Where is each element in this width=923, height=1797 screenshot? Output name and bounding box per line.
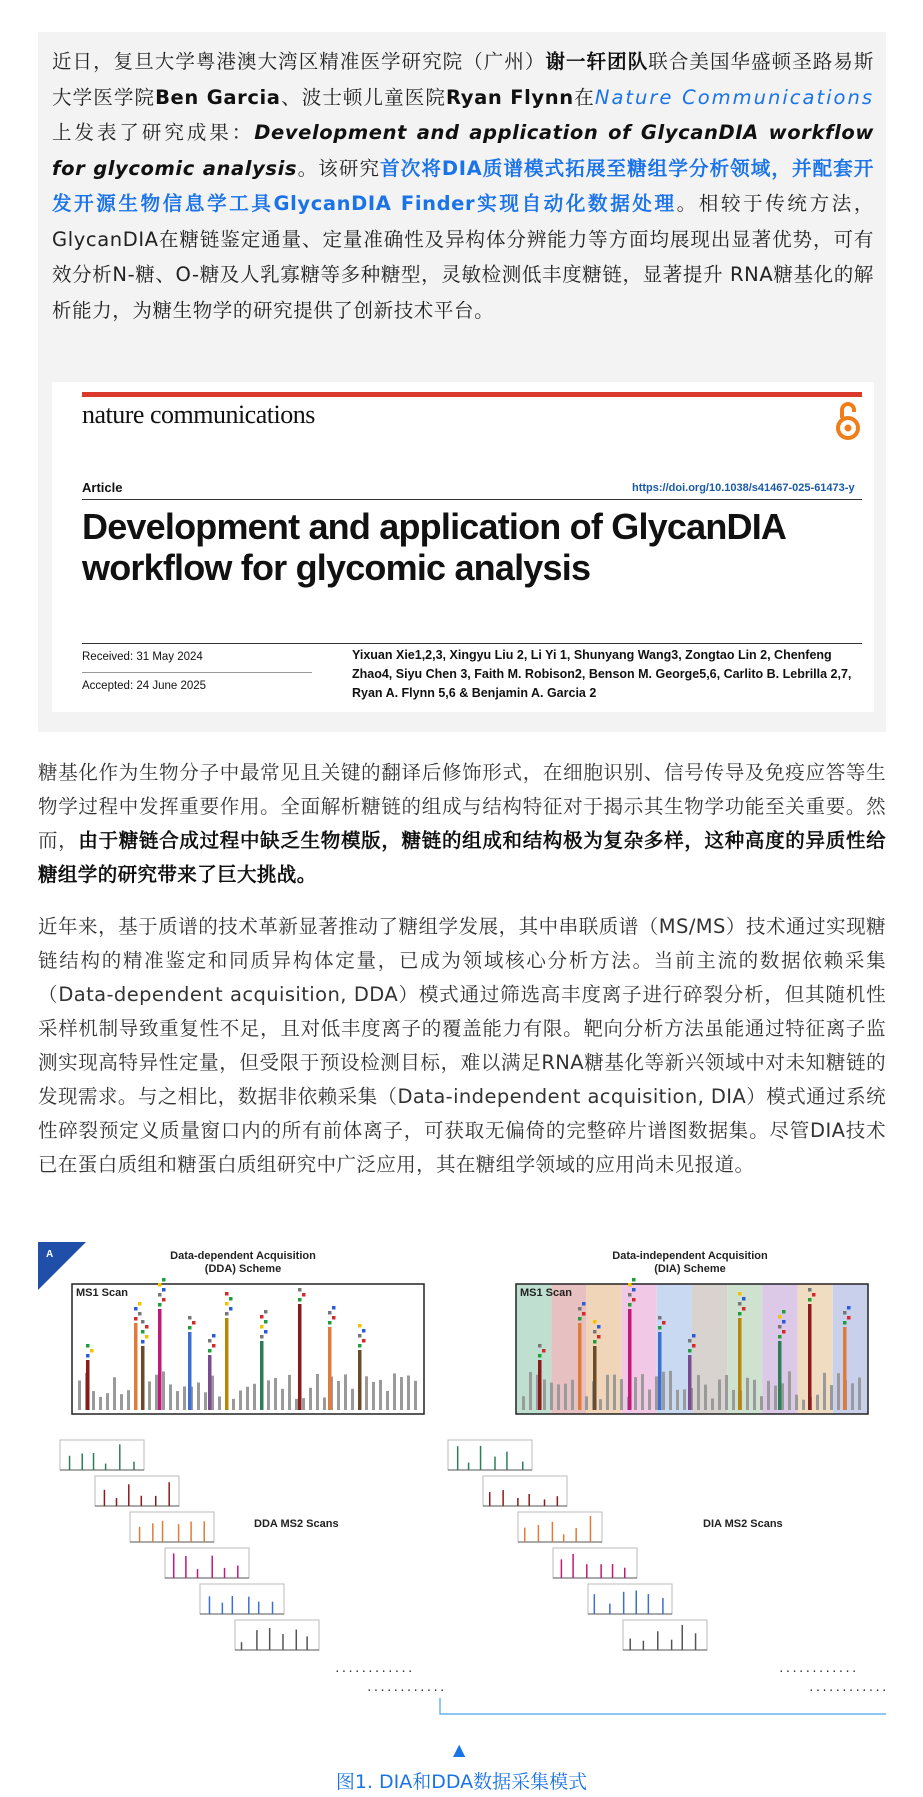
ms1-peak (400, 1377, 403, 1410)
ms1-peak (316, 1374, 319, 1410)
ms1-peak-selected (358, 1350, 362, 1410)
intro-summary-box (38, 32, 886, 732)
glycan-symbol (208, 1339, 212, 1343)
ms1-peak-selected (208, 1355, 212, 1410)
accepted-date: Accepted: 24 June 2025 (82, 680, 207, 692)
glycan-symbol (692, 1344, 696, 1348)
ms1-peak (162, 1371, 165, 1410)
glycan-symbol (358, 1334, 362, 1338)
ms1-peak (837, 1373, 840, 1410)
glycan-symbol (158, 1283, 162, 1287)
ms1-peak (634, 1377, 637, 1410)
dia-window (586, 1284, 621, 1414)
glycan-symbol (145, 1335, 149, 1339)
ms1-peak (78, 1381, 81, 1410)
ms2-spectrum-frame (130, 1512, 214, 1542)
ms1-peak (204, 1392, 207, 1410)
ms1-peak (760, 1396, 763, 1410)
glycan-symbol (658, 1316, 662, 1320)
key-finding-highlight: 首次将DIA质谱模式拓展至糖组学分析领域，并配套开发开源生物信息学工具GlycanDIA Finder实现自动化数据处理 (52, 156, 874, 215)
glycan-symbol (738, 1302, 742, 1306)
dda-more-dots-1: ............ (334, 1662, 414, 1675)
glycan-symbol (843, 1311, 847, 1315)
divider (82, 643, 862, 644)
method-paragraph: 近年来，基于质谱的技术革新显著推动了糖组学发展，其中串联质谱（MS/MS）技术通过实现糖链结构的精准鉴定和同质异构体定量，已成为领域核心分析方法。当前主流的数据依赖采集（Data-dependent acquisition, DDA）模式通过筛选高丰度离子进行碎裂分析，但其随机性采样机制导致重复性不足，且对低丰度离子的覆盖能力有限。靶向分析方法虽能通过特征离子监测实现高特异性定量，但受限于预设检测目标，难以满足RNA糖基化等新兴领域中对未知糖链的发现需求。与之相比，数据非依赖采集（Data-independent acquisition, DIA）模式通过系统性碎裂预定义质量窗口内的所有前体离子，可获取无偏倚的完整碎片谱图数据集。尽管DIA技术已在蛋白质组和糖蛋白质组研究中广泛应用，其在糖组学领域的应用尚未见报道。 (38, 915, 886, 1176)
glycan-symbol (538, 1344, 542, 1348)
ms1-peak (725, 1375, 728, 1410)
ms1-peak (718, 1380, 721, 1410)
ms1-peak (613, 1375, 616, 1410)
ms1-peak (823, 1373, 826, 1410)
ms1-peak (323, 1397, 326, 1410)
glycan-symbol (332, 1316, 336, 1320)
ms1-peak (830, 1385, 833, 1410)
glycan-symbol (738, 1292, 742, 1296)
caption-bracket (440, 1698, 886, 1714)
dia-title: Data-independent Acquisition (612, 1250, 768, 1262)
glycan-symbol (328, 1321, 332, 1325)
glycan-symbol (692, 1334, 696, 1338)
glycan-symbol (158, 1293, 162, 1297)
glycan-symbol (141, 1320, 145, 1324)
glycan-symbol (90, 1349, 94, 1353)
ms1-peak (183, 1386, 186, 1410)
dia-ms1-label: MS1 Scan (520, 1287, 572, 1299)
ms2-spectrum-frame (165, 1548, 249, 1578)
ms1-peak (571, 1380, 574, 1410)
glycan-symbol (141, 1340, 145, 1344)
paper-title-inline: Development and application of GlycanDIA workflow for glycomic analysis (52, 121, 874, 180)
glycan-symbol (260, 1335, 264, 1339)
glycan-symbol (162, 1298, 166, 1302)
ms1-peak (92, 1391, 95, 1410)
ms1-peak-selected (778, 1341, 782, 1410)
glycan-symbol (362, 1329, 366, 1333)
ms1-peak (599, 1399, 602, 1410)
ms1-peak-selected (808, 1304, 812, 1410)
ms1-peak-selected (593, 1346, 597, 1410)
author-garcia: Ben Garcia (155, 85, 281, 109)
glycan-symbol (332, 1306, 336, 1310)
glycan-symbol (632, 1278, 636, 1282)
intro-paragraph: 近日，复旦大学粤港澳大湾区精准医学研究院（广州）谢一轩团队联合美国华盛顿圣路易斯大学医学院Ben Garcia、波士顿儿童医院Ryan Flynn在Nature Communications上发表了研究成果：Development and application of GlycanDIA workflow for glycomic analysis。该研究首次将DIA质谱模式拓展至糖组学分析领域，并配套开发开源生物信息学工具GlycanDIA Finder实现自动化数据处理。相较于传统方法，GlycanDIA在糖链鉴定通量、定量准确性及异构体分辨能力等方面均展现出显著优势，可有效分析N-糖、O-糖及人乳寡糖等多种糖型，灵敏检测低丰度糖链，显著提升 RNA糖基化的解析能力，为糖生物学的研究提供了创新技术平台。 (52, 50, 874, 322)
ms1-peak-selected (658, 1332, 662, 1410)
divider (82, 672, 312, 673)
glycan-symbol (298, 1298, 302, 1302)
dia-more-dots-2: ............ (808, 1681, 886, 1694)
ms1-peak (295, 1399, 298, 1410)
glycan-symbol (778, 1335, 782, 1339)
ms1-peak (669, 1371, 672, 1410)
glycan-symbol (688, 1349, 692, 1353)
ms1-peak (557, 1384, 560, 1410)
glycan-symbol (264, 1330, 268, 1334)
glycan-symbol (188, 1326, 192, 1330)
ms1-peak (732, 1390, 735, 1410)
ms1-peak (648, 1390, 651, 1410)
glycan-symbol (593, 1320, 597, 1324)
ms1-peak-selected (328, 1327, 332, 1410)
ms1-peak (253, 1384, 256, 1410)
dda-ms2-label: DDA MS2 Scans (254, 1518, 339, 1530)
glycan-symbol (843, 1321, 847, 1325)
ms1-peak (246, 1387, 249, 1410)
ms1-peak (641, 1374, 644, 1410)
ms1-peak (606, 1375, 609, 1410)
panel-label: A (46, 1249, 54, 1260)
ms1-peak-selected (134, 1323, 138, 1410)
ms1-peak (302, 1398, 305, 1410)
background-paragraph: 糖基化作为生物分子中最常见且关键的翻译后修饰形式，在细胞识别、信号传导及免疫应答等生物学过程中发挥重要作用。全面解析糖链的组成与结构特征对于揭示其生物学功能至关重要。然而，由于糖链合成过程中缺乏生物模版，糖链的组成和结构极为复杂多样，这种高度的异质性给糖组学的研究带来了巨大挑战。 (38, 761, 886, 886)
glycan-symbol (782, 1320, 786, 1324)
glycan-symbol (141, 1330, 145, 1334)
glycan-symbol (302, 1293, 306, 1297)
glycan-symbol (328, 1311, 332, 1315)
glycan-symbol (158, 1303, 162, 1307)
glycan-symbol (208, 1349, 212, 1353)
glycan-symbol (628, 1303, 632, 1307)
caption-marker: ▲ (453, 1740, 466, 1759)
glycan-symbol (742, 1297, 746, 1301)
glycan-symbol (264, 1310, 268, 1314)
glycan-symbol (134, 1317, 138, 1321)
glycan-symbol (582, 1312, 586, 1316)
ms1-peak (620, 1379, 623, 1410)
ms1-peak (529, 1372, 532, 1410)
glycan-symbol (778, 1315, 782, 1319)
glycan-symbol (578, 1317, 582, 1321)
glycan-symbol (229, 1307, 233, 1311)
dda-subtitle: (DDA) Scheme (204, 1263, 282, 1275)
ms1-peak (746, 1378, 749, 1410)
divider (82, 499, 862, 500)
ms1-peak (99, 1397, 102, 1410)
glycan-symbol (628, 1293, 632, 1297)
ms1-peak (218, 1396, 221, 1410)
glycan-symbol (847, 1306, 851, 1310)
glycan-symbol (162, 1288, 166, 1292)
ms1-peak-selected (843, 1327, 847, 1410)
glycan-symbol (86, 1354, 90, 1358)
dia-window (622, 1284, 657, 1414)
dda-ms1-label: MS1 Scan (76, 1287, 128, 1299)
journal-color-bar (82, 392, 862, 397)
ms1-peak (372, 1382, 375, 1410)
ms2-spectrum-frame (60, 1440, 144, 1470)
ms1-peak (816, 1395, 819, 1410)
glycan-symbol (264, 1320, 268, 1324)
glycan-symbol (812, 1293, 816, 1297)
glycan-symbol (145, 1325, 149, 1329)
ms1-peak (704, 1385, 707, 1410)
ms1-peak (281, 1389, 284, 1410)
ms1-peak (683, 1389, 686, 1410)
glycan-symbol (808, 1288, 812, 1292)
ms1-peak (851, 1383, 854, 1410)
figure-caption: 图1. DIA和DDA数据采集模式 (335, 1771, 588, 1793)
glycan-symbol (782, 1310, 786, 1314)
ms1-peak (113, 1377, 116, 1410)
glycan-symbol (688, 1339, 692, 1343)
glycan-symbol (742, 1307, 746, 1311)
glycan-symbol (298, 1288, 302, 1292)
ms1-peak (155, 1375, 158, 1410)
glycan-symbol (808, 1298, 812, 1302)
ms1-peak-selected (578, 1323, 582, 1410)
ms1-peak (711, 1399, 714, 1410)
ms1-peak (676, 1390, 679, 1410)
glycan-symbol (212, 1334, 216, 1338)
ms2-spectrum-frame (448, 1440, 532, 1470)
glycan-symbol (358, 1344, 362, 1348)
ms1-peak-selected (538, 1360, 542, 1410)
glycan-symbol (582, 1302, 586, 1306)
glycan-symbol (225, 1312, 229, 1316)
glycan-symbol (162, 1278, 166, 1282)
ms1-peak (585, 1396, 588, 1410)
received-date: Received: 31 May 2024 (82, 651, 203, 663)
ms1-peak-selected (738, 1318, 742, 1410)
ms1-peak (365, 1376, 368, 1410)
ms1-peak (120, 1394, 123, 1410)
ms1-peak (351, 1389, 354, 1410)
ms1-peak (106, 1393, 109, 1410)
ms1-peak (176, 1391, 179, 1410)
ms1-peak (697, 1375, 700, 1410)
glycan-symbol (225, 1302, 229, 1306)
ms1-peak (288, 1375, 291, 1410)
glycan-symbol (138, 1312, 142, 1316)
ms1-peak (267, 1380, 270, 1410)
article-title: Development and application of GlycanDIA workflow for glycomic analysis (82, 506, 785, 588)
glycan-symbol (658, 1326, 662, 1330)
ms1-peak (232, 1399, 235, 1410)
glycan-symbol (778, 1325, 782, 1329)
glycan-symbol (212, 1344, 216, 1348)
glycan-symbol (134, 1307, 138, 1311)
ms1-peak (127, 1390, 130, 1410)
ms1-peak-selected (141, 1346, 145, 1410)
ms1-peak-selected (86, 1360, 90, 1410)
dda-title: Data-dependent Acquisition (170, 1250, 316, 1262)
glycan-symbol (225, 1292, 229, 1296)
glycan-symbol (847, 1316, 851, 1320)
ms1-peak (774, 1386, 777, 1410)
glycan-symbol (597, 1325, 601, 1329)
glycan-symbol (260, 1325, 264, 1329)
glycan-symbol (632, 1288, 636, 1292)
ms1-peak (393, 1373, 396, 1410)
ms1-peak (564, 1384, 567, 1410)
ms1-peak-selected (260, 1341, 264, 1410)
figure-image (38, 1242, 886, 1732)
glycan-symbol (192, 1321, 196, 1325)
author-flynn: Ryan Flynn (446, 85, 574, 109)
dda-ms2-cascade (60, 1440, 319, 1650)
ms1-peak (543, 1379, 546, 1410)
ms1-peak (274, 1378, 277, 1410)
glycan-symbol (597, 1335, 601, 1339)
open-access-icon (834, 400, 862, 442)
glycan-symbol (188, 1316, 192, 1320)
ms1-peak (169, 1384, 172, 1410)
dda-more-dots-2: ............ (366, 1681, 446, 1694)
ms2-spectrum-frame (483, 1476, 567, 1506)
ms1-peak (197, 1382, 200, 1410)
dia-ms2-cascade (448, 1440, 707, 1650)
glycan-symbol (662, 1321, 666, 1325)
glycan-symbol (362, 1339, 366, 1343)
dia-more-dots-1: ............ (778, 1662, 858, 1675)
ms1-peak-selected (298, 1304, 302, 1410)
ms1-peak (344, 1374, 347, 1410)
ms1-peak (379, 1380, 382, 1410)
ms2-spectrum-frame (623, 1620, 707, 1650)
doi-link[interactable]: https://doi.org/10.1038/s41467-025-61473-y (632, 482, 855, 494)
journal-link[interactable]: Nature Communications (594, 85, 874, 109)
glycan-symbol (782, 1330, 786, 1334)
ms1-peak (148, 1381, 151, 1410)
glycan-symbol (260, 1315, 264, 1319)
glycan-symbol (138, 1302, 142, 1306)
ms1-peak (337, 1381, 340, 1410)
glycan-symbol (593, 1340, 597, 1344)
ms2-spectrum-frame (95, 1476, 179, 1506)
ms1-peak-selected (188, 1332, 192, 1410)
author-list: Yixuan Xie1,2,3, Xingyu Liu 2, Li Yi 1, Shunyang Wang3, Zongtao Lin 2, Chenfeng Zhao4, Siyu Chen 3, Faith M. Robison2, Benson M. George5,6, Carlito B. Lebrilla 2,7, Ryan A. Flynn 5,6 & Benjamin A. Garcia 2 (352, 648, 852, 700)
article-header-image (52, 382, 874, 712)
ms1-peak (655, 1376, 658, 1410)
ms1-peak (767, 1381, 770, 1410)
ms1-peak-selected (225, 1318, 229, 1410)
glycan-symbol (578, 1307, 582, 1311)
ms1-peak-selected (628, 1309, 632, 1410)
ms2-spectrum-frame (200, 1584, 284, 1614)
ms1-peak (795, 1395, 798, 1410)
figure-dda-dia (38, 1242, 886, 1732)
ms1-peak (414, 1381, 417, 1410)
ms1-peak-selected (688, 1355, 692, 1410)
glycan-symbol (628, 1283, 632, 1287)
glycan-symbol (632, 1298, 636, 1302)
journal-logo: nature communications (82, 400, 315, 429)
ms1-peak (309, 1388, 312, 1410)
ms1-peak (802, 1400, 805, 1410)
article-type-label: Article (82, 480, 123, 495)
glycan-symbol (538, 1354, 542, 1358)
ms1-peak (753, 1380, 756, 1410)
challenge-highlight: 由于糖链合成过程中缺乏生物模版，糖链的组成和结构极为复杂多样，这种高度的异质性给糖组学的研究带来了巨大挑战。 (38, 829, 886, 886)
dia-ms2-label: DIA MS2 Scans (703, 1518, 783, 1530)
ms1-peak (858, 1378, 861, 1410)
ms1-peak (662, 1372, 665, 1410)
ms1-peak (239, 1391, 242, 1410)
ms2-spectrum-frame (518, 1512, 602, 1542)
glycan-symbol (542, 1349, 546, 1353)
glycan-symbol (593, 1330, 597, 1334)
dia-window (798, 1284, 833, 1414)
glycan-symbol (86, 1344, 90, 1348)
glycan-symbol (358, 1324, 362, 1328)
glycan-symbol (738, 1312, 742, 1316)
ms1-peak (550, 1383, 553, 1410)
ms1-peak (522, 1396, 525, 1410)
ms1-peak-selected (158, 1309, 162, 1410)
dia-subtitle: (DIA) Scheme (654, 1263, 726, 1275)
ms1-peak (788, 1371, 791, 1410)
ms2-spectrum-frame (588, 1584, 672, 1614)
team-name: 谢一轩团队 (545, 50, 649, 73)
ms1-peak (386, 1391, 389, 1410)
glycan-symbol (229, 1297, 233, 1301)
ms1-peak (407, 1376, 410, 1410)
